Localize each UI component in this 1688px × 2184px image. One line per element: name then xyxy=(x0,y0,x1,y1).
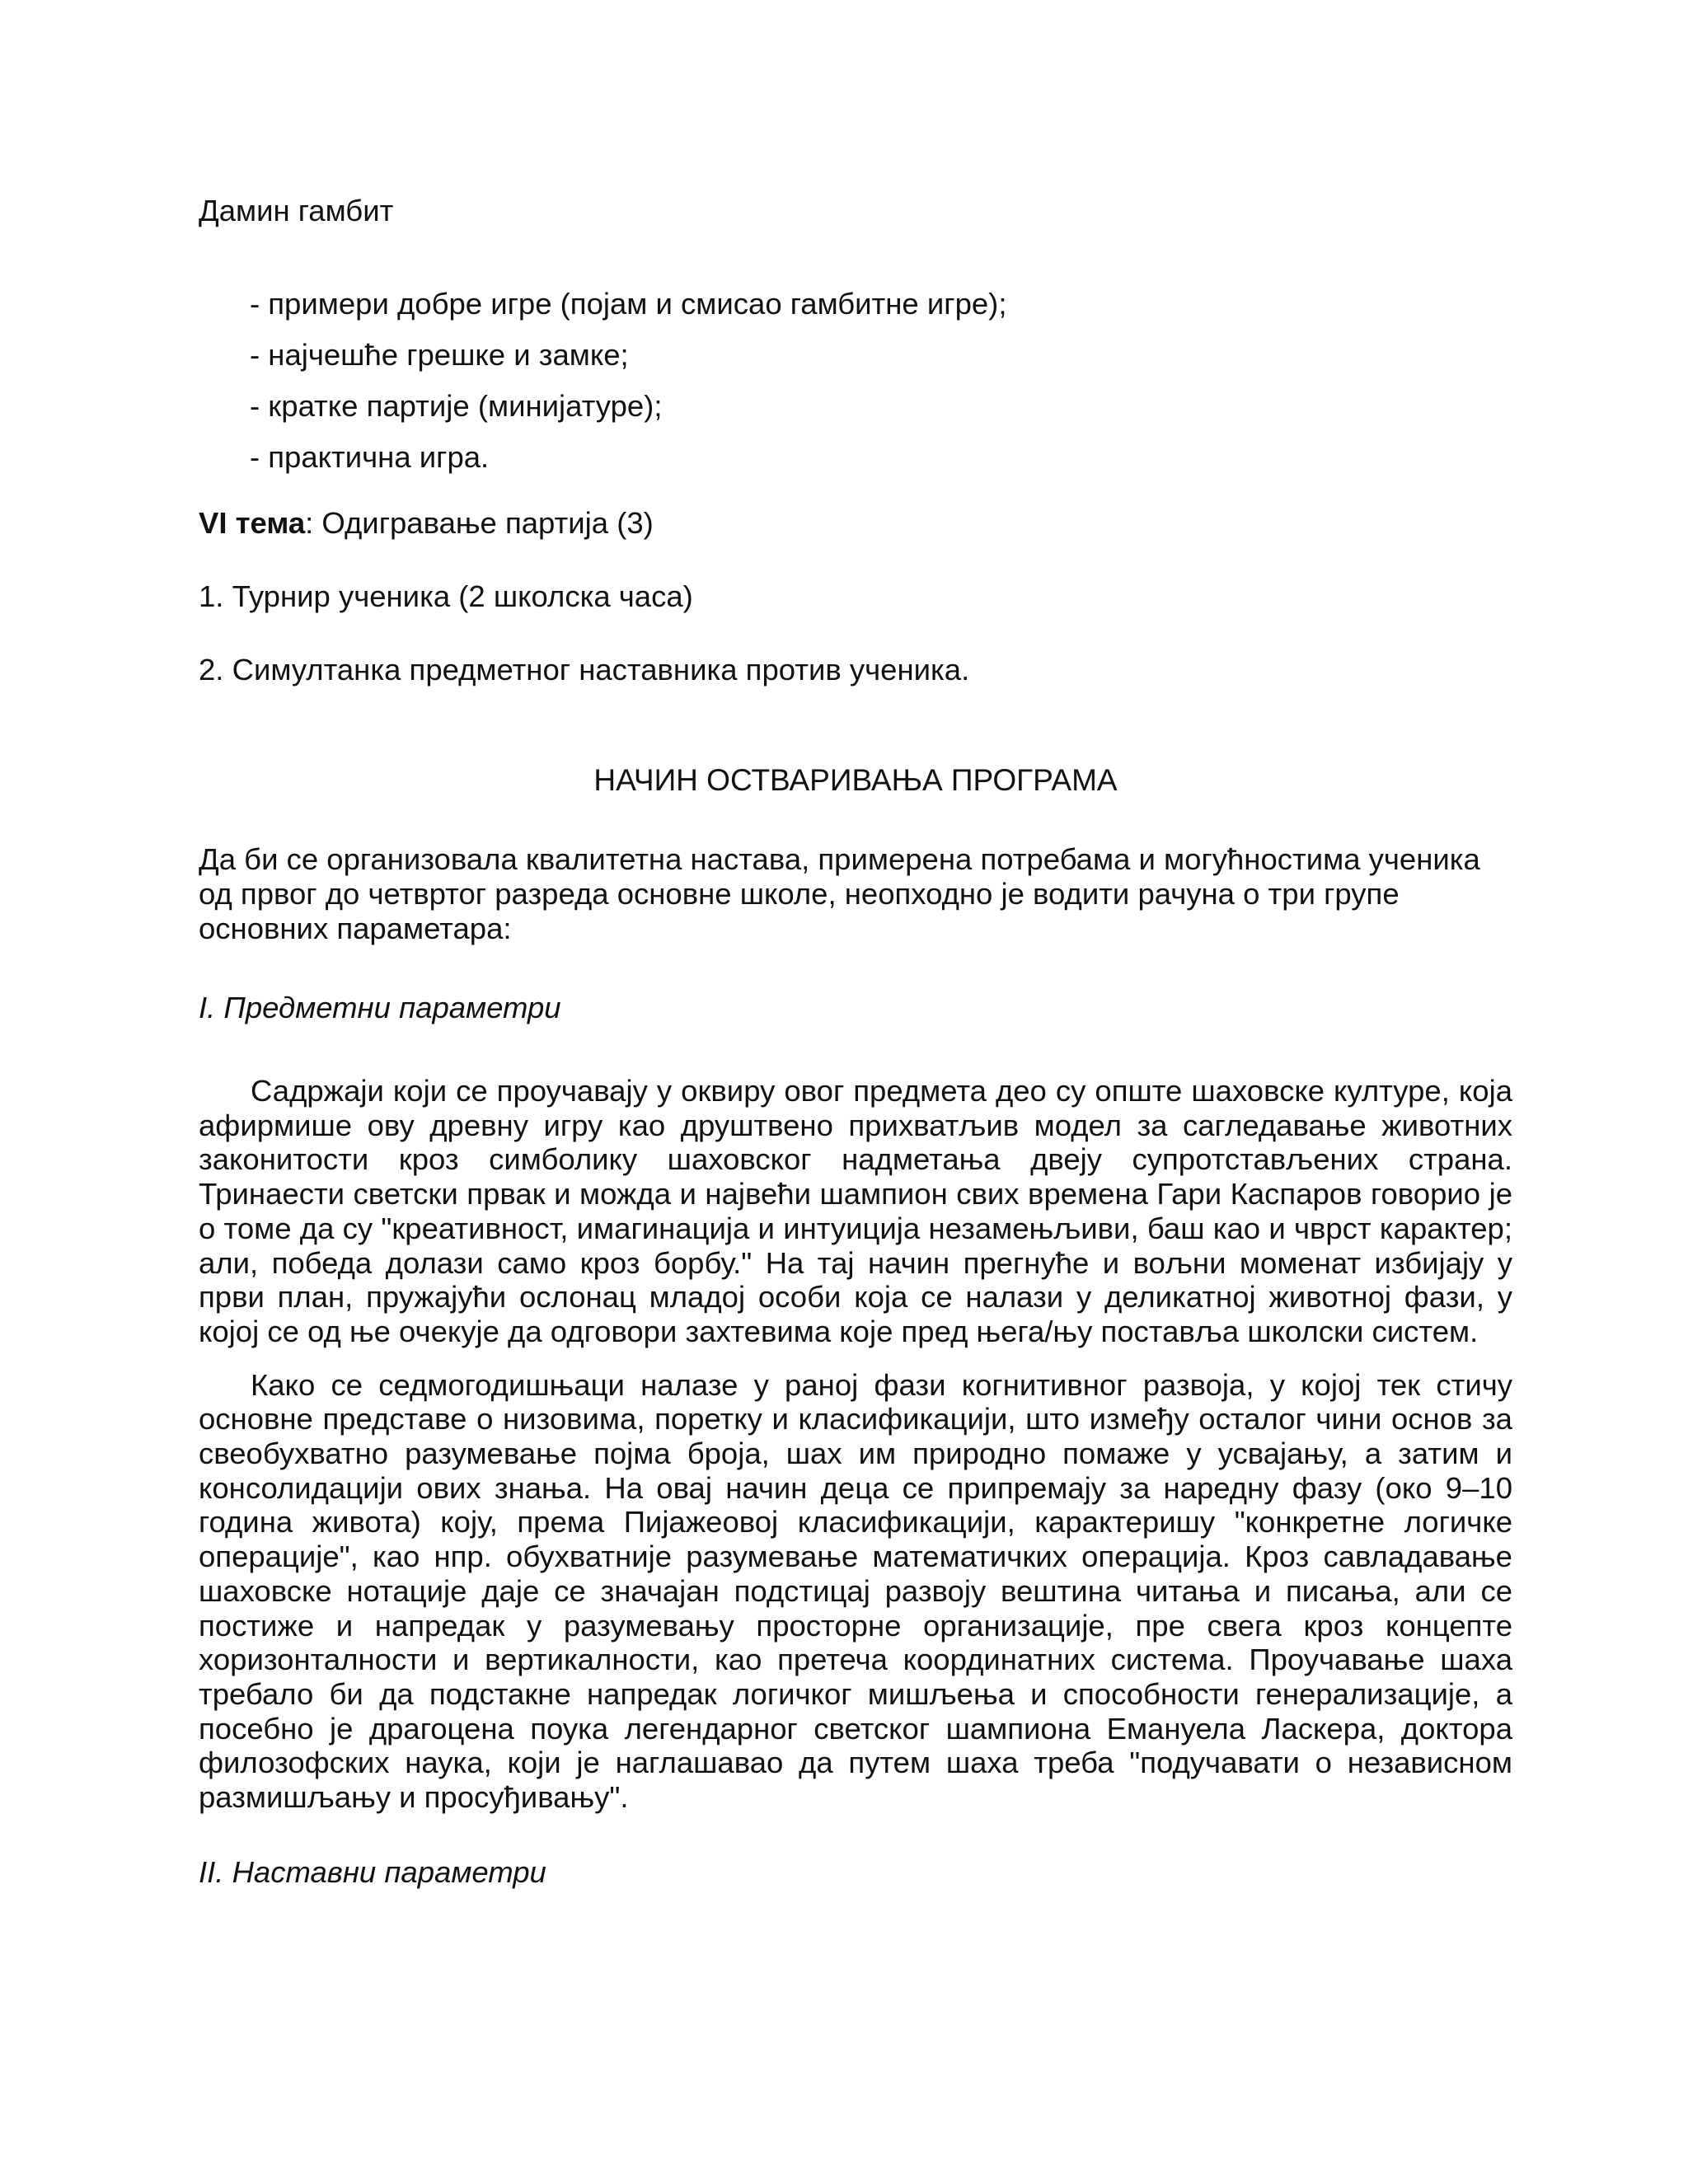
topic-text: : Одигравање партија (3) xyxy=(305,506,654,540)
list-item: - примери добре игре (појам и смисао гамбитне игре); xyxy=(250,287,1007,321)
numbered-item: 2. Симултанка предметног наставника против ученика. xyxy=(199,653,970,687)
heading-damin-gambit: Дамин гамбит xyxy=(199,194,394,227)
subheading-subject-parameters: I. Предметни параметри xyxy=(199,991,561,1024)
list-item: - најчешће грешке и замке; xyxy=(250,338,629,372)
intro-paragraph: Да би се организовала квалитетна настава, примерена потребама и могућностима ученика од првог до четвртог разреда основне школе, неопходно је водити рачуна о три групе основних параметара: xyxy=(199,842,1480,945)
topic-heading xyxy=(199,506,1512,541)
list-item: - кратке партије (минијатуре); xyxy=(250,389,663,423)
paragraph: Како се седмогодишњаци налазе у раној фази когнитивног развоја, у којој тек стичу основне представе о низовима, поретку и класификацији, што између осталог чини основ за свеобухватно разумевање појма броја, шах им природно помаже у усвајању, а затим и консолидацији ових знања. На овај начин деца се припремају за наредну фазу (око 9–10 година живота) коју, према Пијажеовој класификацији, карактеришу "конкретне логичке операције", као нпр. обухватније разумевање математичких операција. Кроз савладавање шаховске нотације даје се значајан подстицај развоју вештина читања и писања, али се постиже и напредак у разумевању просторне организације, пре свега кроз концепте хоризонталности и вертикалности, као претеча координатних система. Проучавање шаха требало би да подстакне напредак логичког мишљења и способности генерализације, а посебно је драгоцена поука легендарног светског шампиона Емануела Ласкера, доктора филозофских наука, који је наглашавао да путем шаха треба "подучавати о независном размишљању и просуђивању". xyxy=(199,1367,1512,1815)
numbered-item: 1. Турнир ученика (2 школска часа) xyxy=(199,579,693,613)
paragraph: Садржаји који се проучавају у оквиру овог предмета део су опште шаховске културе, која афирмише ову древну игру као друштвено прихватљив модел за сагледавање животних законитости кроз симболику шаховског надметања двеју супротстављених страна. Тринаести светски првак и можда и највећи шампион свих времена Гари Каспаров говорио је о томе да су "креативност, имагинација и интуиција незамењљиви, баш као и чврст карактер; али, победа долази само кроз борбу." На тај начин прегнуће и вољни моменат избијају у први план, пружајући ослонац младој особи која се налази у деликатној животној фази, у којој се од ње очекује да одговори захтевима које пред њега/њу поставља школски систем. xyxy=(199,1074,1512,1348)
list-item: - практична игра. xyxy=(250,440,490,474)
topic-label: VI тема xyxy=(199,506,306,540)
topic-list xyxy=(250,287,1512,475)
subheading-teaching-parameters: II. Наставни параметри xyxy=(199,1854,546,1889)
section-title: НАЧИН ОСТВАРИВАЊА ПРОГРАМА xyxy=(593,763,1118,797)
